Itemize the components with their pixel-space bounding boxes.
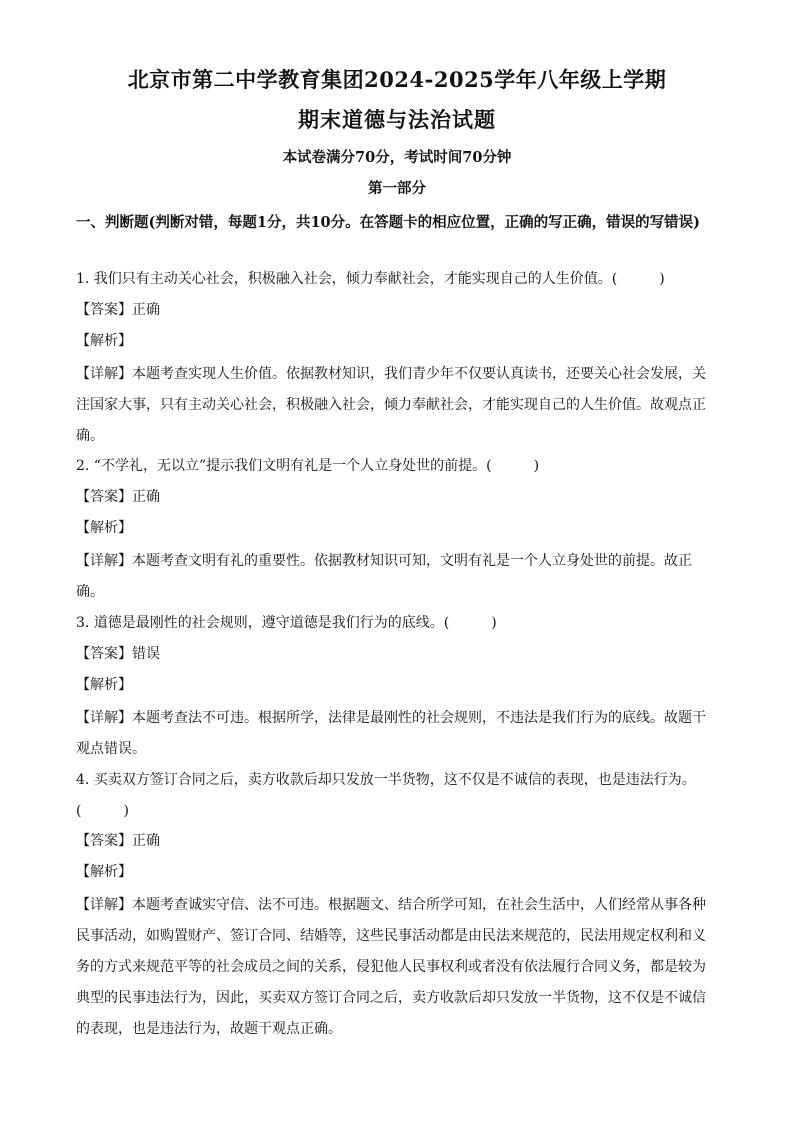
question-2-stem: 2. “不学礼，无以立”提示我们文明有礼是一个人立身处世的前提。( ) — [76, 458, 540, 474]
answer-value: 错误 — [132, 646, 160, 662]
question-1-stem: 1. 我们只有主动关心社会，积极融入社会，倾力奉献社会，才能实现自己的人生价值。( ) — [76, 271, 665, 287]
detail-text: 本题考查文明有礼的重要性。依据教材知识可知，文明有礼是一个人立身处世的前提。故正确。 — [76, 553, 692, 600]
question-2-answer — [76, 482, 716, 513]
section-heading: 一、判断题(判断对错，每题1分，共10分。在答题卡的相应位置，正确的写正确，错误的写错误) — [76, 214, 700, 231]
answer-value: 正确 — [132, 833, 160, 849]
detail-tag: 【详解】 — [76, 710, 132, 726]
answer-tag: 【答案】 — [76, 646, 132, 662]
question-4-analysis-tag: 【解析】 — [76, 864, 132, 880]
detail-text: 本题考查诚实守信、法不可违。根据题文、结合所学可知，在社会生活中，人们经常从事各种民事活动，如购置财产、签订合同、结婚等，这些民事活动都是由民法来规范的，民法用规定权利和义务的方式来规范平等的社会成员之间的关系，侵犯他人民事权利或者没有依法履行合同义务，都是较为典型的民事违法行为，因此，买卖双方签订合同之后，卖方收款后却只发放一半货物，这不仅是不诚信的表现，也是违法行为，故题干观点正确。 — [76, 897, 706, 1037]
detail-tag: 【详解】 — [76, 553, 132, 569]
question-4-stem: 4. 买卖双方签订合同之后，卖方收款后却只发放一半货物，这不仅是不诚信的表现，也是违法行为。( ) — [76, 772, 696, 819]
question-1-detail — [76, 359, 716, 452]
question-3-detail — [76, 703, 716, 765]
question-3-answer — [76, 639, 716, 670]
question-3-stem: 3. 道德是最刚性的社会规则，遵守道德是我们行为的底线。( ) — [76, 615, 497, 631]
answer-value: 正确 — [132, 489, 160, 505]
question-4-detail — [76, 890, 716, 1045]
exam-title-line2: 期末道德与法治试题 — [298, 107, 496, 132]
exam-title-line1: 北京市第二中学教育集团2024-2025学年八年级上学期 — [127, 67, 667, 92]
detail-text: 本题考查实现人生价值。依据教材知识，我们青少年不仅要认真读书，还要关心社会发展，关注国家大事，只有主动关心社会，积极融入社会，倾力奉献社会，才能实现自己的人生价值。故观点正确。 — [76, 366, 706, 444]
part-heading: 第一部分 — [368, 180, 426, 197]
question-2-analysis-tag: 【解析】 — [76, 520, 132, 536]
question-1-analysis-tag: 【解析】 — [76, 333, 132, 349]
answer-tag: 【答案】 — [76, 833, 132, 849]
question-3-analysis-tag: 【解析】 — [76, 677, 132, 693]
exam-subtitle: 本试卷满分70分，考试时间70分钟 — [282, 149, 512, 166]
answer-tag: 【答案】 — [76, 302, 132, 318]
question-2-detail — [76, 546, 716, 608]
question-4-answer — [76, 826, 716, 857]
detail-text: 本题考查法不可违。根据所学，法律是最刚性的社会规则，不违法是我们行为的底线。故题干观点错误。 — [76, 710, 706, 757]
question-1-answer — [76, 295, 716, 326]
detail-tag: 【详解】 — [76, 366, 132, 382]
detail-tag: 【详解】 — [76, 897, 132, 913]
answer-tag: 【答案】 — [76, 489, 132, 505]
answer-value: 正确 — [132, 302, 160, 318]
